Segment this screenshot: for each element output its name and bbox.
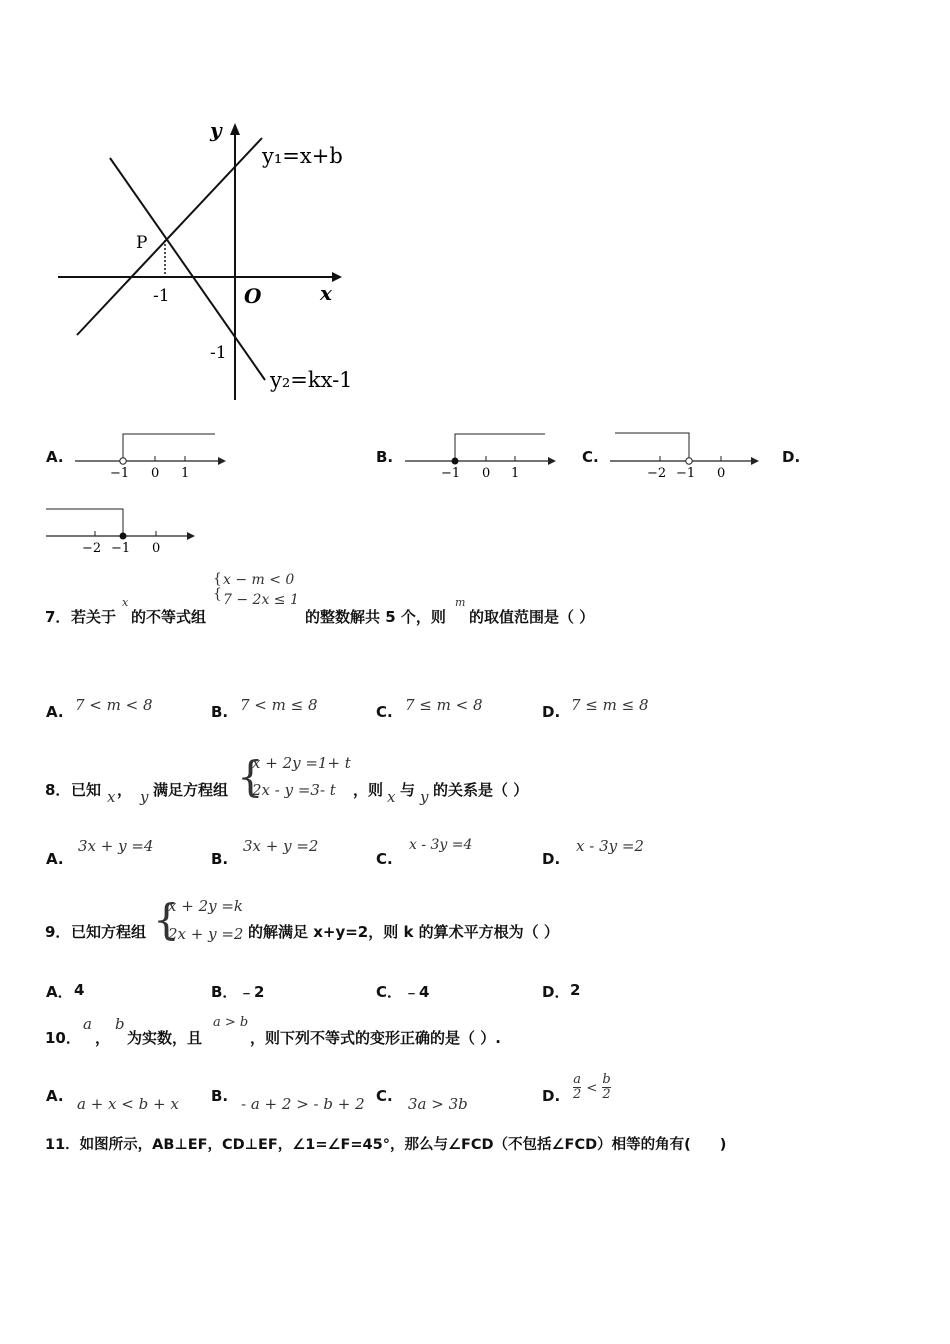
q8-text-4: 与 xyxy=(400,781,416,799)
q8-option-b-expr: 3x + y =2 xyxy=(243,837,319,855)
q6-option-c-numberline xyxy=(605,425,770,485)
q7-option-a-label: A. xyxy=(46,703,64,721)
q8-var-y: y xyxy=(140,788,149,806)
q8-option-c-label: C. xyxy=(376,850,393,868)
coordinate-graph xyxy=(50,115,380,410)
svg-text:1: 1 xyxy=(181,466,190,481)
q9-option-d-value: 2 xyxy=(570,981,581,999)
q9-option-c-value: ﹣4 xyxy=(404,983,430,1001)
q7-number: 7． xyxy=(45,608,71,626)
q10-condition: a > b xyxy=(213,1015,249,1030)
q9-option-a-label: A． xyxy=(46,983,73,1001)
q7-var-x: x xyxy=(122,596,129,609)
q9-option-c-label: C． xyxy=(376,983,403,1001)
x-tick-label: -1 xyxy=(153,286,170,306)
q8-system-line-1: x + 2y =1+ t xyxy=(252,754,351,772)
q7-option-c-label: C. xyxy=(376,703,393,721)
q10-option-b-expr: - a + 2 > - b + 2 xyxy=(241,1095,365,1113)
q8-option-c-expr: x - 3y =4 xyxy=(409,837,473,853)
q8-comma: ， xyxy=(117,781,133,799)
svg-text:1: 1 xyxy=(511,466,520,481)
svg-text:−1: −1 xyxy=(676,466,696,481)
q6-option-b-label: B. xyxy=(376,448,394,466)
q8-brace: { xyxy=(237,752,264,801)
q6-option-b-numberline xyxy=(400,425,570,485)
q7-text-1: 若关于 xyxy=(71,608,117,626)
line1-label: y₁=x+b xyxy=(262,144,343,168)
q7-system-line-1: x − m < 0 xyxy=(223,572,295,588)
q6-option-c-label: C. xyxy=(582,448,599,466)
q8-var-x: x xyxy=(107,788,116,806)
q7-text-2: 的不等式组 xyxy=(131,608,207,626)
q7-option-b-expr: 7 < m ≤ 8 xyxy=(240,696,318,714)
q8-var-x2: x xyxy=(387,788,396,806)
q10-option-b-label: B. xyxy=(211,1087,229,1105)
y-axis-label: y xyxy=(210,118,222,142)
q7-system-line-2: 7 − 2x ≤ 1 xyxy=(223,592,299,608)
q8-var-y2: y xyxy=(420,788,429,806)
question-7 xyxy=(45,570,925,630)
q10-var-a: a xyxy=(83,1015,92,1033)
q7-option-c-expr: 7 ≤ m < 8 xyxy=(405,696,483,714)
q9-system-line-2: 2x + y =2 xyxy=(168,925,244,943)
q10-fraction-a: $\frac{a}{2}$ xyxy=(573,1072,582,1102)
q6-option-a-label: A. xyxy=(46,448,64,466)
q7-option-d-label: D. xyxy=(542,703,561,721)
q8-option-d-expr: x - 3y =2 xyxy=(576,837,644,855)
q8-text-2: 满足方程组 xyxy=(153,781,229,799)
svg-text:−1: −1 xyxy=(441,466,461,481)
q10-option-d-label: D. xyxy=(542,1087,561,1105)
q10-option-c-expr: 3a > 3b xyxy=(408,1095,468,1113)
q9-text-1: 已知方程组 xyxy=(71,923,147,941)
q6-option-d-numberline xyxy=(44,500,209,560)
q11-text: 11．如图所示，AB⊥EF，CD⊥EF，∠1=∠F=45°，那么与∠FCD（不包括∠FCD）相等的角有( ) xyxy=(45,1137,727,1153)
origin-label: O xyxy=(244,284,262,308)
svg-text:0: 0 xyxy=(152,541,161,556)
q10-fraction-b: $\frac{b}{2}$ xyxy=(602,1072,611,1102)
svg-text:−1: −1 xyxy=(111,541,131,556)
q7-option-d-expr: 7 ≤ m ≤ 8 xyxy=(571,696,649,714)
q8-text-3: ，则 xyxy=(353,781,384,799)
q8-text-5: 的关系是（ ） xyxy=(433,781,529,799)
q10-text-2: ，则下列不等式的变形正确的是（ ）. xyxy=(250,1029,501,1047)
q7-option-a-expr: 7 < m < 8 xyxy=(75,696,153,714)
q9-number: 9． xyxy=(45,923,71,941)
q9-system-line-1: x + 2y =k xyxy=(168,897,244,915)
q8-number: 8． xyxy=(45,781,71,799)
q9-options xyxy=(46,981,646,1003)
x-axis-label: x xyxy=(320,281,332,305)
svg-text:0: 0 xyxy=(717,466,726,481)
q9-brace: { xyxy=(153,895,180,944)
q7-text-3: 的整数解共 5 个，则 xyxy=(305,608,446,626)
q9-text-2: 的解满足 x+y=2，则 k 的算术平方根为（ ） xyxy=(248,923,559,941)
q7-option-b-label: B. xyxy=(211,703,229,721)
q9-option-b-value: ﹣2 xyxy=(239,983,265,1001)
svg-text:−2: −2 xyxy=(647,466,667,481)
q10-option-a-label: A. xyxy=(46,1087,64,1105)
q10-option-d-expr: $\frac{a}{2}$ < $\frac{b}{2}$ xyxy=(573,1072,611,1102)
question-10 xyxy=(45,1012,925,1052)
q8-text-1: 已知 xyxy=(71,781,102,799)
q10-number: 10． xyxy=(45,1029,81,1047)
q6-option-a-numberline xyxy=(70,425,240,485)
q9-option-b-label: B． xyxy=(211,983,238,1001)
question-8 xyxy=(45,752,925,808)
line2-label: y₂=kx-1 xyxy=(270,368,353,392)
q9-option-d-label: D． xyxy=(542,983,570,1001)
q7-brace: { { xyxy=(213,571,222,602)
q9-option-a-value: 4 xyxy=(74,981,85,999)
question-9 xyxy=(45,895,925,951)
q8-system-line-2: 2x - y =3- t xyxy=(252,781,336,799)
q8-option-a-label: A. xyxy=(46,850,64,868)
q6-option-d-label: D. xyxy=(782,448,801,466)
svg-text:0: 0 xyxy=(482,466,491,481)
q8-option-b-label: B. xyxy=(211,850,229,868)
q7-var-m: m xyxy=(455,596,466,609)
q10-var-b: b xyxy=(115,1015,125,1033)
y-axis-arrow xyxy=(230,123,240,135)
q10-text-1: 为实数，且 xyxy=(127,1029,203,1047)
svg-text:−2: −2 xyxy=(82,541,102,556)
q7-text-4: 的取值范围是（ ） xyxy=(469,608,595,626)
q8-option-a-expr: 3x + y =4 xyxy=(78,837,154,855)
q10-comma: ， xyxy=(95,1029,111,1047)
x-axis-arrow xyxy=(332,272,342,282)
point-p-label: P xyxy=(136,233,148,253)
q10-option-c-label: C. xyxy=(376,1087,393,1105)
y-tick-label: -1 xyxy=(210,343,227,363)
q10-option-a-expr: a + x < b + x xyxy=(77,1095,179,1113)
svg-text:0: 0 xyxy=(151,466,160,481)
line-y2 xyxy=(110,158,265,380)
svg-text:−1: −1 xyxy=(110,466,130,481)
q8-option-d-label: D. xyxy=(542,850,561,868)
